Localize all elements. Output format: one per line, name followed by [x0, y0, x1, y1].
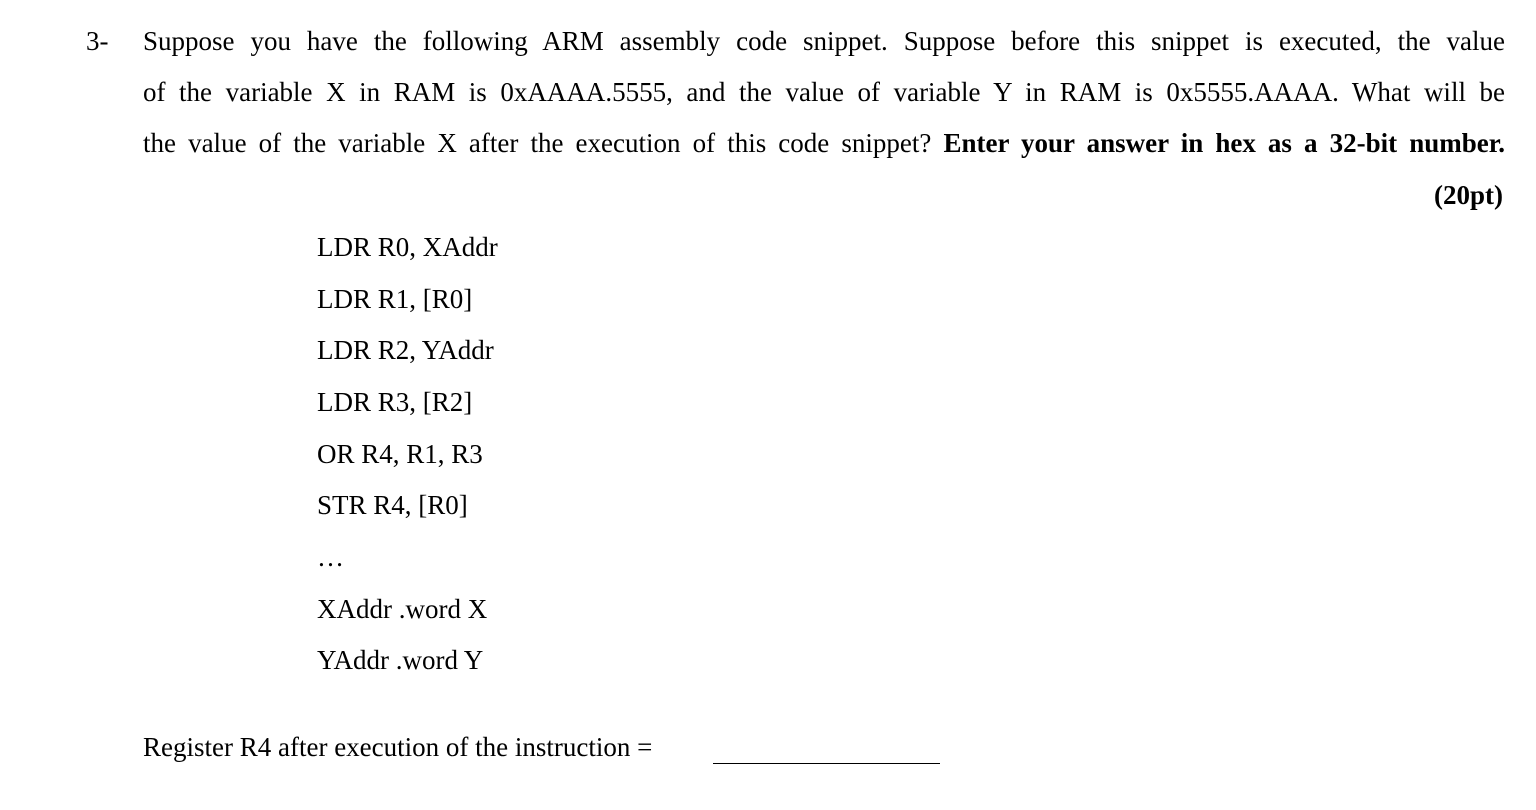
answer-blank[interactable]	[713, 763, 940, 764]
code-line: XAddr .word X	[317, 594, 488, 624]
code-line: LDR R0, XAddr	[317, 232, 498, 262]
question-instruction: Enter your answer in hex as a 32-bit number.	[943, 128, 1505, 158]
question-number: 3-	[86, 26, 109, 56]
question-line-1: Suppose you have the following ARM assembly code snippet. Suppose before this snippet is executed, the value	[143, 26, 1505, 56]
answer-label: Register R4 after execution of the instruction =	[143, 732, 653, 762]
code-line: OR R4, R1, R3	[317, 439, 483, 469]
code-line: LDR R1, [R0]	[317, 284, 473, 314]
code-line: LDR R3, [R2]	[317, 387, 473, 417]
code-line: STR R4, [R0]	[317, 490, 468, 520]
code-ellipsis: …	[317, 542, 344, 572]
question-line-3-text: the value of the variable X after the execution of this code snippet?	[143, 128, 944, 158]
code-line: LDR R2, YAddr	[317, 335, 494, 365]
code-line: YAddr .word Y	[317, 645, 484, 675]
question-line-3	[143, 126, 1505, 160]
question-line-2: of the variable X in RAM is 0xAAAA.5555, and the value of variable Y in RAM is 0x5555.AAAA. What will be	[143, 77, 1505, 107]
points-label: (20pt)	[1434, 180, 1503, 210]
